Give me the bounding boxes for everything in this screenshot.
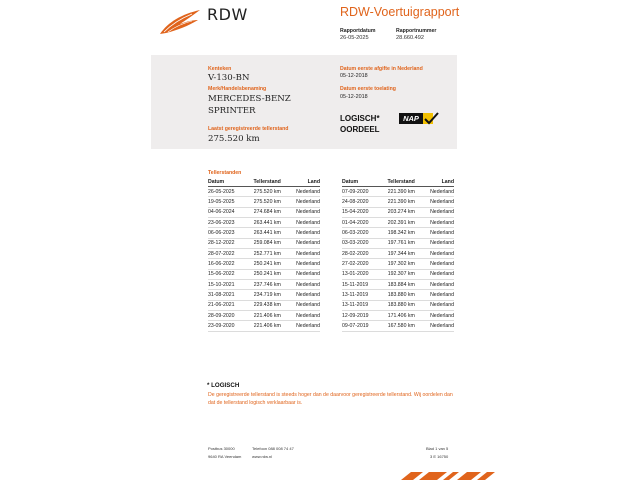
table-row xyxy=(208,280,320,290)
decorative-stripes-icon xyxy=(397,468,497,480)
cell-land: Nederland xyxy=(415,197,454,207)
oordeel-line2: OORDEEL xyxy=(340,125,380,134)
cell-land: Nederland xyxy=(415,218,454,228)
laatste-tellerstand-label: Laatst geregistreerde tellerstand xyxy=(208,126,289,132)
cell-datum: 03-03-2020 xyxy=(342,238,379,248)
laatste-tellerstand-value: 275.520 km xyxy=(208,133,260,144)
table-row xyxy=(342,228,454,238)
footer-postbus: Postbus 30000 xyxy=(208,446,235,451)
kenteken-value: V-130-BN xyxy=(208,73,250,83)
cell-datum: 15-06-2022 xyxy=(208,269,245,279)
cell-tellerstand: 263.441 km xyxy=(245,218,281,228)
cell-datum: 27-02-2020 xyxy=(342,259,379,269)
table-row xyxy=(342,249,454,259)
cell-land: Nederland xyxy=(281,300,320,310)
oordeel-line1: LOGISCH* xyxy=(340,114,380,123)
eerste-toelating-label: Datum eerste toelating xyxy=(340,86,396,92)
tellerstanden-table-right xyxy=(342,178,454,332)
cell-datum: 26-05-2025 xyxy=(208,187,245,197)
footer-plaats: 9640 RA Veendam xyxy=(208,454,242,459)
cell-tellerstand: 203.274 km xyxy=(379,207,415,217)
cell-tellerstand: 229.438 km xyxy=(245,300,281,310)
cell-tellerstand: 252.771 km xyxy=(245,249,281,259)
cell-datum: 28-07-2022 xyxy=(208,249,245,259)
cell-datum: 13-11-2019 xyxy=(342,290,379,300)
cell-tellerstand: 221.406 km xyxy=(245,321,281,331)
cell-tellerstand: 234.719 km xyxy=(245,290,281,300)
cell-tellerstand: 183.884 km xyxy=(379,280,415,290)
eerste-afgifte-value: 05-12-2018 xyxy=(340,73,368,79)
table-row xyxy=(208,207,320,217)
table-row xyxy=(342,259,454,269)
table-row xyxy=(342,290,454,300)
cell-tellerstand: 259.084 km xyxy=(245,238,281,248)
table-row xyxy=(342,207,454,217)
cell-land: Nederland xyxy=(415,259,454,269)
table-row xyxy=(208,300,320,310)
col-datum: Datum xyxy=(208,178,245,187)
footnote-heading: * LOGISCH xyxy=(207,382,240,389)
cell-land: Nederland xyxy=(281,249,320,259)
table-row xyxy=(208,249,320,259)
cell-land: Nederland xyxy=(415,207,454,217)
cell-tellerstand: 183.880 km xyxy=(379,300,415,310)
table-row xyxy=(208,321,320,331)
cell-datum: 13-01-2020 xyxy=(342,269,379,279)
cell-datum: 23-09-2020 xyxy=(208,321,245,331)
nap-logo xyxy=(398,112,440,126)
cell-land: Nederland xyxy=(281,197,320,207)
cell-land: Nederland xyxy=(281,238,320,248)
cell-tellerstand: 275.520 km xyxy=(245,187,281,197)
footer-blad: Blad 1 van 5 xyxy=(426,446,449,451)
cell-tellerstand: 237.746 km xyxy=(245,280,281,290)
cell-tellerstand: 198.342 km xyxy=(379,228,415,238)
table-row xyxy=(208,218,320,228)
footnote-line1: De geregistreerde tellerstand is steeds hoger dan de daarvoor geregistreerde tellerstand. Wij oordelen dan xyxy=(208,392,453,398)
footer-telefoon: Telefoon 088 008 74 47 xyxy=(252,446,294,451)
cell-tellerstand: 221.406 km xyxy=(245,311,281,321)
rapportnummer-label: Rapportnummer xyxy=(396,28,437,34)
nap-text: NAP xyxy=(399,113,423,124)
cell-land: Nederland xyxy=(281,290,320,300)
cell-tellerstand: 202.391 km xyxy=(379,218,415,228)
table-row xyxy=(208,269,320,279)
cell-tellerstand: 197.302 km xyxy=(379,259,415,269)
cell-datum: 01-04-2020 xyxy=(342,218,379,228)
cell-land: Nederland xyxy=(415,300,454,310)
cell-datum: 16-06-2022 xyxy=(208,259,245,269)
cell-datum: 23-06-2023 xyxy=(208,218,245,228)
table-row xyxy=(342,311,454,321)
cell-tellerstand: 171.406 km xyxy=(379,311,415,321)
merk-label: Merk/Handelsbenaming xyxy=(208,85,267,92)
tellerstanden-title: Tellerstanden xyxy=(208,170,242,176)
cell-datum: 31-08-2021 xyxy=(208,290,245,300)
cell-datum: 04-06-2024 xyxy=(208,207,245,217)
cell-land: Nederland xyxy=(415,311,454,321)
rapportdatum-value: 26-05-2025 xyxy=(340,34,369,41)
footer-code: 3 E 16750 xyxy=(430,454,449,459)
table-row xyxy=(342,197,454,207)
cell-datum: 28-09-2020 xyxy=(208,311,245,321)
cell-datum: 09-07-2019 xyxy=(342,321,379,331)
cell-datum: 28-12-2022 xyxy=(208,238,245,248)
cell-tellerstand: 167.580 km xyxy=(379,321,415,331)
table-row xyxy=(208,259,320,269)
table-row xyxy=(342,187,454,197)
cell-land: Nederland xyxy=(281,269,320,279)
cell-land: Nederland xyxy=(415,280,454,290)
col-datum: Datum xyxy=(342,178,379,187)
footer-website[interactable]: www.rdw.nl xyxy=(252,454,273,459)
table-row xyxy=(208,238,320,248)
table-row xyxy=(208,187,320,197)
cell-land: Nederland xyxy=(281,280,320,290)
cell-datum: 12-09-2019 xyxy=(342,311,379,321)
nap-checkmark-icon xyxy=(423,112,439,126)
cell-tellerstand: 263.441 km xyxy=(245,228,281,238)
cell-tellerstand: 192.307 km xyxy=(379,269,415,279)
cell-land: Nederland xyxy=(415,290,454,300)
cell-tellerstand: 197.344 km xyxy=(379,249,415,259)
cell-datum: 24-08-2020 xyxy=(342,197,379,207)
model-value: SPRINTER xyxy=(208,106,256,116)
table-row xyxy=(342,218,454,228)
cell-land: Nederland xyxy=(415,321,454,331)
cell-tellerstand: 275.520 km xyxy=(245,197,281,207)
cell-land: Nederland xyxy=(415,238,454,248)
rapportnummer-value: 28.660.492 xyxy=(396,34,424,41)
cell-datum: 15-10-2021 xyxy=(208,280,245,290)
cell-land: Nederland xyxy=(415,228,454,238)
cell-land: Nederland xyxy=(281,218,320,228)
table-row xyxy=(342,321,454,331)
rapportdatum-label: Rapportdatum xyxy=(340,28,376,34)
cell-datum: 15-11-2019 xyxy=(342,280,379,290)
cell-datum: 28-02-2020 xyxy=(342,249,379,259)
merk-value: MERCEDES-BENZ xyxy=(208,94,291,104)
cell-land: Nederland xyxy=(281,321,320,331)
rdw-wing-logo-icon xyxy=(158,8,202,36)
tellerstanden-table-left xyxy=(208,178,320,332)
cell-land: Nederland xyxy=(281,187,320,197)
cell-land: Nederland xyxy=(281,311,320,321)
cell-datum: 06-06-2023 xyxy=(208,228,245,238)
table-row xyxy=(208,290,320,300)
cell-tellerstand: 197.761 km xyxy=(379,238,415,248)
cell-datum: 07-09-2020 xyxy=(342,187,379,197)
table-row xyxy=(342,238,454,248)
cell-land: Nederland xyxy=(415,249,454,259)
cell-tellerstand: 250.241 km xyxy=(245,259,281,269)
report-title: RDW-Voertuigrapport xyxy=(340,5,460,19)
cell-land: Nederland xyxy=(281,259,320,269)
footnote-line2: dat de tellerstand logisch verklaarbaar is. xyxy=(208,400,303,406)
cell-tellerstand: 221.390 km xyxy=(379,197,415,207)
kenteken-label: Kenteken xyxy=(208,66,232,72)
col-land: Land xyxy=(415,178,454,187)
cell-tellerstand: 221.390 km xyxy=(379,187,415,197)
table-row xyxy=(342,280,454,290)
col-tellerstand: Tellerstand xyxy=(245,178,281,187)
table-row xyxy=(208,228,320,238)
cell-tellerstand: 250.241 km xyxy=(245,269,281,279)
cell-datum: 19-05-2025 xyxy=(208,197,245,207)
cell-datum: 15-04-2020 xyxy=(342,207,379,217)
cell-tellerstand: 274.684 km xyxy=(245,207,281,217)
cell-datum: 21-06-2021 xyxy=(208,300,245,310)
brand-name: RDW xyxy=(207,5,248,24)
cell-land: Nederland xyxy=(415,269,454,279)
col-land: Land xyxy=(281,178,320,187)
col-tellerstand: Tellerstand xyxy=(379,178,415,187)
cell-land: Nederland xyxy=(415,187,454,197)
table-row xyxy=(208,311,320,321)
cell-land: Nederland xyxy=(281,207,320,217)
table-row xyxy=(342,300,454,310)
cell-datum: 13-11-2019 xyxy=(342,300,379,310)
cell-datum: 06-03-2020 xyxy=(342,228,379,238)
cell-tellerstand: 183.880 km xyxy=(379,290,415,300)
table-row xyxy=(342,269,454,279)
table-row xyxy=(208,197,320,207)
cell-land: Nederland xyxy=(281,228,320,238)
eerste-afgifte-label: Datum eerste afgifte in Nederland xyxy=(340,66,423,72)
eerste-toelating-value: 05-12-2018 xyxy=(340,93,368,100)
